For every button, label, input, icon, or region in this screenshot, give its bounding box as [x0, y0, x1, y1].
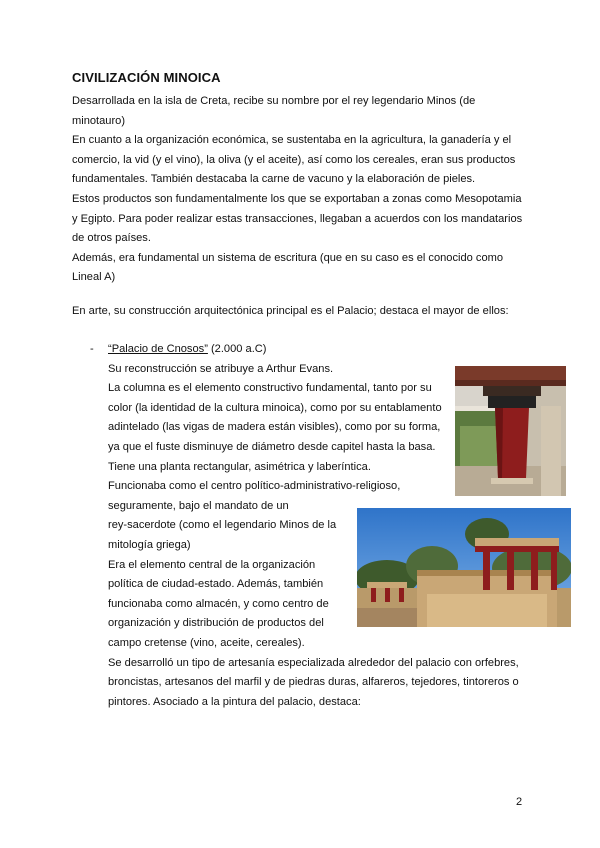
text-line: funcionaba como almacén, y como centro de [108, 597, 329, 610]
text-line: mitología griega) [108, 539, 191, 551]
intro-paragraph [72, 92, 532, 288]
palace-photo [357, 508, 571, 627]
text-line: de otros países. [72, 232, 151, 245]
text-line: seguramente, bajo el mandato de un [108, 499, 289, 512]
text-line: Era el elemento central de la organización [108, 558, 316, 571]
text-line: organización y distribución de productos del [108, 617, 324, 630]
text-line: política de ciudad-estado. Además, también [108, 578, 324, 591]
document-title: CIVILIZACIÓN MINOICA [72, 70, 221, 85]
text-line: minotauro) [72, 114, 126, 127]
text-line: adintelado (las vigas de madera están visibles), como por su forma, [108, 421, 441, 434]
bullet-dash: - [90, 343, 94, 355]
text-line: campo cretense (vino, aceite, cereales). [108, 637, 305, 649]
text-line: color (la identidad de la cultura minoica), como por su entablamento [108, 401, 442, 414]
text-line: Funcionaba como el centro político-administrativo-religioso, [108, 480, 401, 493]
text-line: Además, era fundamental un sistema de escritura (que en su caso es el conocido como [72, 251, 504, 264]
text-line: Tiene una planta rectangular, asimétrica y laberíntica. [108, 460, 371, 473]
text-line: En cuanto a la organización económica, se sustentaba en la agricultura, la ganadería y el [72, 134, 512, 147]
text-line: Lineal A) [72, 271, 116, 284]
text-line: fundamentales. También destacaba la carne de vacuno y la elaboración de pieles. [72, 173, 476, 186]
text-line: y Egipto. Para poder realizar estas transacciones, llegaban a acuerdos con los mandatarios [72, 212, 523, 225]
palace-name: “Palacio de Cnosos” [108, 343, 208, 355]
palace-photo-image [357, 508, 571, 627]
text-line: En arte, su construcción arquitectónica principal es el Palacio; destaca el mayor de ellos: [72, 305, 509, 317]
text-line: Estos productos son fundamentalmente los que se exportaban a zonas como Mesopotamia [72, 192, 522, 205]
text-line: Se desarrolló un tipo de artesanía especializada alrededor del palacio con orfebres, [108, 656, 519, 669]
column-photo-image [455, 366, 566, 496]
bullet-heading [108, 340, 266, 360]
column-photo [455, 366, 566, 496]
text-line: rey-sacerdote (como el legendario Minos de la [108, 519, 337, 532]
text-line: Desarrollada en la isla de Creta, recibe su nombre por el rey legendario Minos (de [72, 95, 476, 107]
page-number: 2 [516, 796, 523, 808]
text-line: La columna es el elemento constructivo fundamental, tanto por su [108, 382, 432, 395]
palace-date: (2.000 a.C) [207, 343, 267, 355]
text-line: ya que el fuste disminuye de diámetro desde capitel hasta la basa. [108, 441, 436, 453]
text-line: pintores. Asociado a la pintura del palacio, destaca: [108, 695, 361, 708]
text-line: Su reconstrucción se atribuye a Arthur Evans. [108, 362, 334, 375]
text-line: broncistas, artesanos del marfil y de piedras duras, alfareros, tejedores, tintoreros o [108, 676, 519, 689]
text-line: comercio, la vid (y el vino), la oliva (y el aceite), así como los cereales, eran sus productos [72, 153, 516, 166]
art-paragraph [72, 302, 532, 322]
